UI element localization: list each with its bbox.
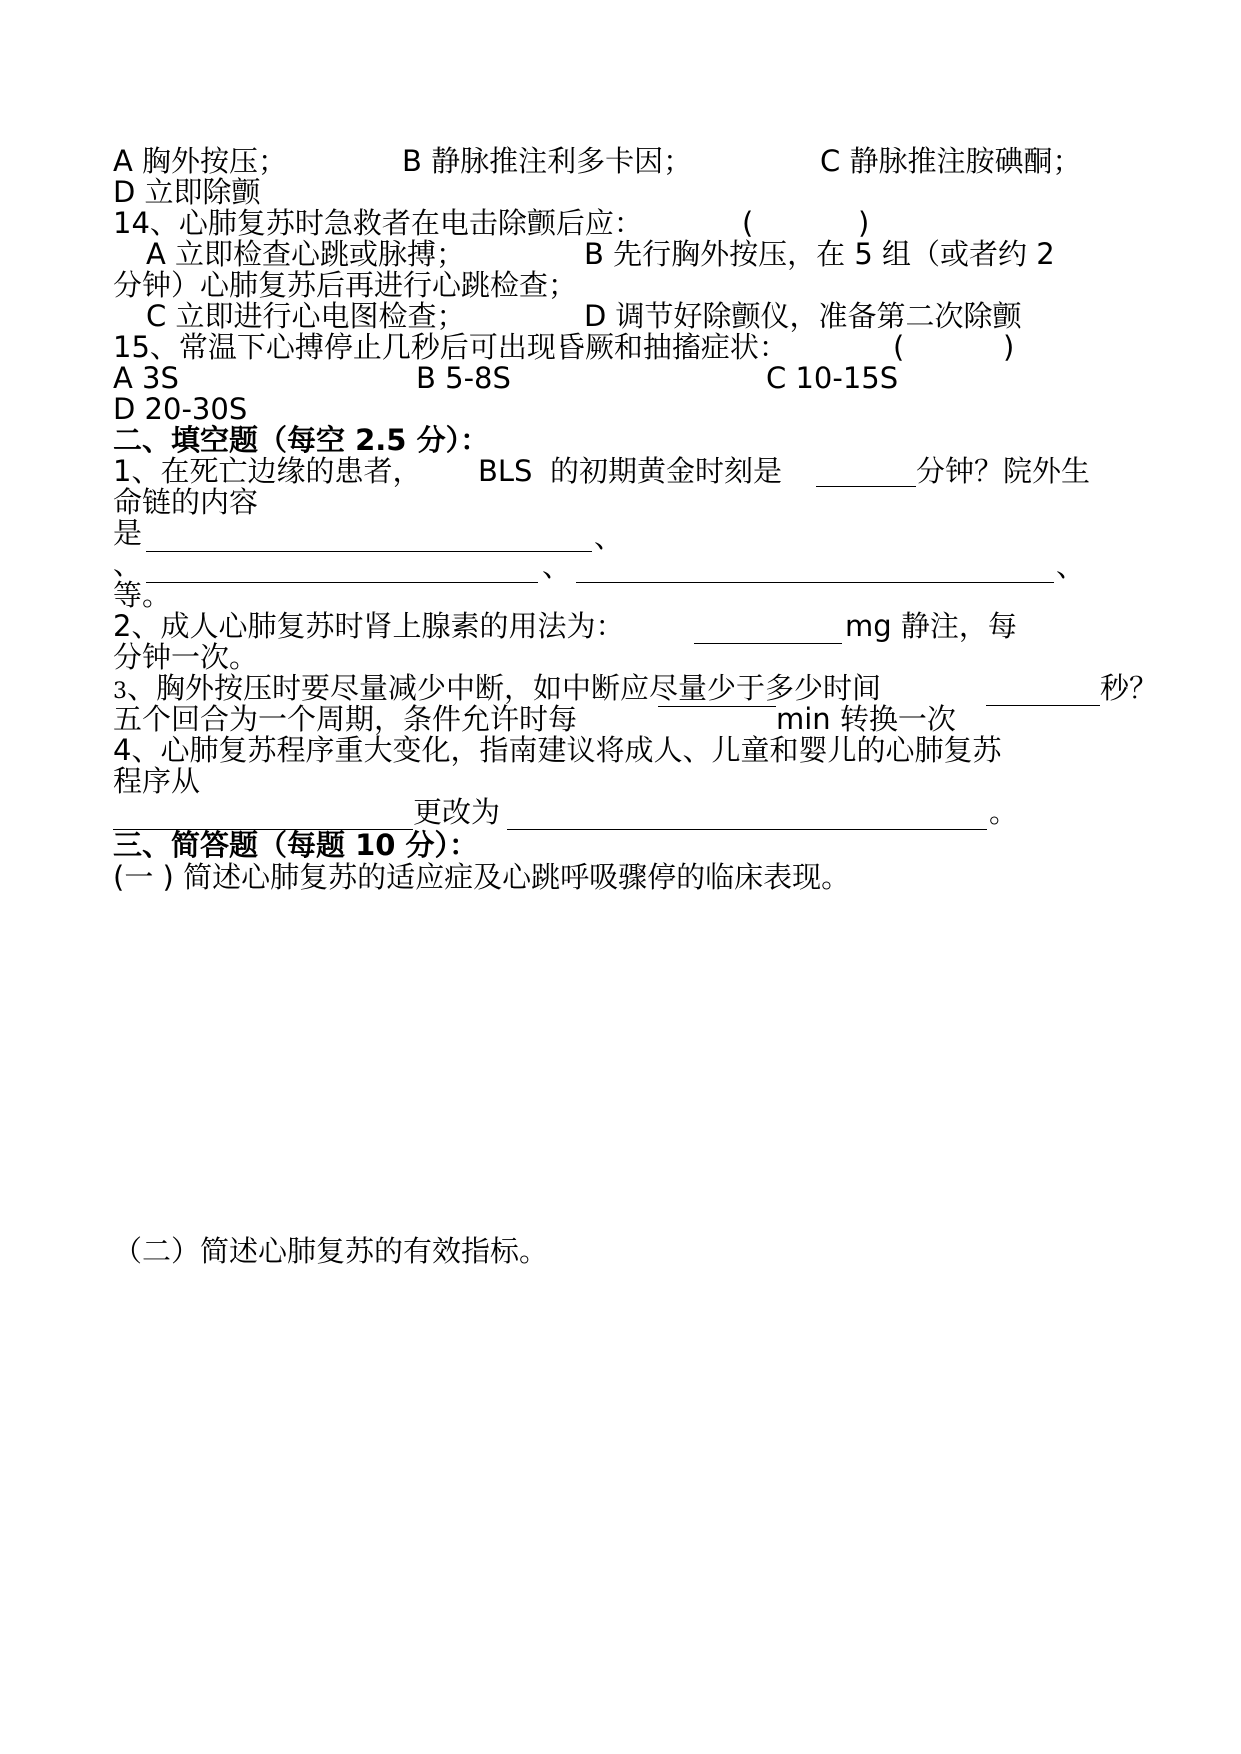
- short-answer-q2-space[interactable]: [113, 1272, 1133, 1692]
- q13-options-row: [113, 146, 287, 177]
- q14-option-d: D 调节好除颤仪，准备第二次除颤: [584, 299, 1022, 333]
- fill-q1-line1: [113, 456, 421, 487]
- fill-q1-blank-minutes[interactable]: [816, 458, 916, 487]
- fill-q1-line2: 命链的内容: [113, 485, 259, 519]
- fill-q3-blank-min[interactable]: [658, 706, 776, 735]
- q14-stem: 14、心肺复苏时急救者在电击除颤后应：: [113, 206, 643, 240]
- q13-option-b: B 静脉推注利多卡因；: [402, 144, 693, 178]
- fill-q1-blank-3[interactable]: [576, 551, 1054, 583]
- q13-option-d: D 立即除颤: [113, 175, 261, 209]
- fill-q1-text3: 分钟？院外生: [916, 454, 1091, 488]
- fill-q3-text2: 秒？: [1100, 671, 1159, 705]
- q14-paren-close: ): [858, 206, 870, 240]
- fill-q4-end: 。: [989, 795, 1019, 829]
- fill-q3-num: 3: [113, 679, 127, 704]
- fill-q2-line2: 分钟一次。: [113, 640, 259, 674]
- fill-q1-comma-2: 、: [542, 549, 572, 583]
- q14-paren-open: (: [742, 206, 754, 240]
- section2-heading: 二、填空题（每空 2.5 分）：: [113, 423, 490, 457]
- section3-heading: 三、简答题（每题 10 分）：: [113, 828, 479, 862]
- fill-q3-text1: 、胸外按压时要尽量减少中断，如中断应尽量少于多少时间: [127, 671, 882, 705]
- fill-q1-blank-2[interactable]: [146, 551, 538, 583]
- q13-option-a: A 胸外按压；: [113, 144, 288, 178]
- fill-q1-bls: BLS: [478, 454, 533, 488]
- q13-option-c: C 静脉推注胺碘酮；: [820, 144, 1082, 178]
- q15-option-a: A 3S: [113, 361, 179, 395]
- short-answer-q1-space[interactable]: [113, 896, 1133, 1226]
- fill-q3-text3: min 转换一次: [776, 702, 956, 736]
- fill-q1-deng: 等。: [113, 578, 172, 612]
- fill-q1-text1: 1、在死亡边缘的患者，: [113, 454, 422, 488]
- fill-q3-line2: 五个回合为一个周期，条件允许时每: [113, 702, 578, 736]
- fill-q1-line3: 是: [113, 516, 143, 550]
- fill-q4-line2: 程序从: [113, 764, 201, 798]
- fill-q2-line1: 2、成人心肺复苏时肾上腺素的用法为：: [113, 609, 625, 643]
- q14-option-b-cont: 分钟）心肺复苏后再进行心跳检查；: [113, 268, 578, 302]
- fill-q1-dun-lead: 、: [113, 547, 143, 581]
- q15-option-c: C 10-15S: [766, 361, 899, 395]
- fill-q4-line1: 4、心肺复苏程序重大变化，指南建议将成人、儿童和婴儿的心肺复苏: [113, 733, 1002, 767]
- q14-option-a: A 立即检查心跳或脉搏；: [146, 237, 466, 271]
- fill-q4-change: 更改为: [413, 795, 501, 829]
- q15-option-d: D 20-30S: [113, 392, 248, 426]
- fill-q4-blank-to[interactable]: [507, 799, 987, 830]
- q15-stem: 15、常温下心搏停止几秒后可出现昏厥和抽搐症状：: [113, 330, 788, 364]
- fill-q4-blank-from[interactable]: [113, 799, 413, 830]
- short-answer-q2: （二）简述心肺复苏的有效指标。: [113, 1234, 549, 1268]
- q15-option-b: B 5-8S: [416, 361, 511, 395]
- q15-paren-open: (: [893, 330, 905, 364]
- fill-q1-text2: 的初期黄金时刻是: [550, 454, 783, 488]
- q14-option-c: C 立即进行心电图检查；: [146, 299, 466, 333]
- fill-q1-comma-1: 、: [594, 520, 624, 554]
- short-answer-q1: (一 ) 简述心肺复苏的适应症及心跳呼吸骤停的临床表现。: [113, 860, 851, 894]
- fill-q1-comma-3: 、: [1056, 549, 1086, 583]
- fill-q2-blank-dose[interactable]: [694, 613, 842, 644]
- fill-q2-text2: mg 静注，每: [845, 609, 1017, 643]
- q14-option-b: B 先行胸外按压，在 5 组（或者约 2: [584, 237, 1055, 271]
- q15-paren-close: ): [1003, 330, 1015, 364]
- fill-q1-blank-1[interactable]: [146, 520, 592, 552]
- fill-q3-blank-seconds[interactable]: [986, 675, 1100, 706]
